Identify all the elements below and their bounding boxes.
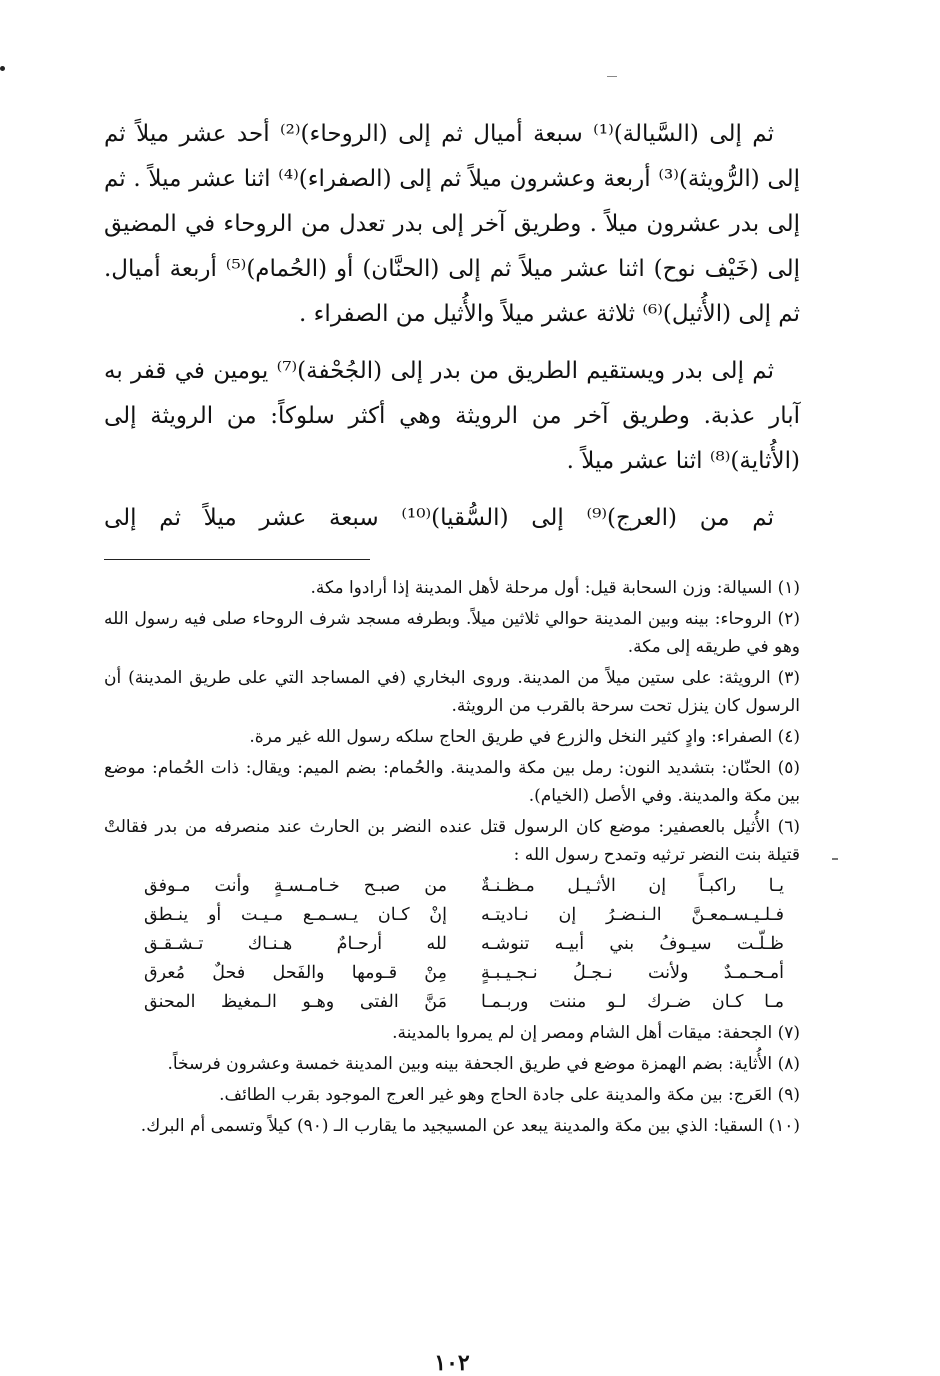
scan-speck <box>607 76 617 77</box>
verse-second-hemistich: إنْ كـان يـسـمـع مـيـت أو ينـطق <box>144 905 447 925</box>
poem <box>144 872 784 1017</box>
scan-speck <box>0 66 5 71</box>
verse-first-hemistich: مـا كـان ضـرك لـو مننت وربـمـا <box>481 992 784 1012</box>
footnote-text: الحنّان: بتشديد النون: رمل بين مكة والمدينة. والحُمام: بضم الميم: ويقال: ذات الحُمام: موضع بين مكة والمدينة. وفي الأصل (الخيام). <box>104 758 800 806</box>
scan-speck <box>832 858 838 860</box>
verse-second-hemistich: من صبـح خـامـسـةٍ وأنت مـوفق <box>144 876 447 896</box>
footnote <box>104 664 800 720</box>
footnote <box>104 574 800 602</box>
paragraph-text: ثم إلى (السَّيالة)⁽¹⁾ سبعة أميال ثم إلى (الروحاء)⁽²⁾ أحد عشر ميلاً ثم إلى (الرُّويثة)⁽³⁾ أربعة وعشرون ميلاً ثم إلى (الصفراء)⁽⁴⁾ اثنا عشر ميلاً . ثم إلى بدر عشرون ميلاً . وطريق آخر إلى بدر تعدل من الروحاء في المضيق إلى (خَيْف نوح) اثنا عشر ميلاً ثم إلى (الحنَّان) أو (الحُمام)⁽⁵⁾ أربعة أميال. ثم إلى (الأُثيل)⁽⁶⁾ ثلاثة عشر ميلاً والأُثيل من الصفراء . <box>104 121 800 327</box>
poem-verse <box>144 872 784 901</box>
verse-second-hemistich: مَنَّ الفتى وهـو الـمغيظ المحنق <box>144 992 447 1012</box>
footnote <box>104 723 800 751</box>
poem-verse <box>144 930 784 959</box>
footnotes <box>104 574 800 1140</box>
verse-second-hemistich: لله أرحـامٌ هـنـاك تـشـقـق <box>144 934 447 954</box>
footnote-number: (٥) <box>777 758 801 778</box>
footnote <box>104 754 800 810</box>
footnote-text: الأُثيل بالعصفير: موضع كان الرسول قتل عنده النضر بن الحارث عند منصرفه من بدر فقالتْ قتيلة بنت النضر ترثيه وتمدح رسول الله : <box>104 817 800 865</box>
footnote-text: الصفراء: وادٍ كثير النخل والزرع في طريق الحاج سلكه رسول الله غير مرة. <box>249 727 773 747</box>
main-text <box>104 112 800 541</box>
paragraph-text: ثم من (العرج)⁽⁹⁾ إلى (السُّقيا)⁽¹⁰⁾ سبعة عشر ميلاً ثم إلى <box>104 505 774 531</box>
footnote-number: (٨) <box>777 1054 800 1074</box>
verse-second-hemistich: مِنْ قـومها والفَحل فحلٌ مُعرق <box>144 963 447 983</box>
footnote-text: العَرج: بين مكة والمدينة على جادة الحاج وهو غير العرج الموجود بقرب الطائف. <box>219 1085 773 1105</box>
footnote-number: (٣) <box>777 668 801 688</box>
footnote-number: (١) <box>777 578 800 598</box>
footnote-separator <box>104 559 370 560</box>
paragraph <box>104 112 800 337</box>
poem-verse <box>144 901 784 930</box>
footnote <box>104 605 800 661</box>
footnote-number: (٤) <box>777 727 800 747</box>
footnote <box>104 1050 800 1078</box>
page-number: ١٠٢ <box>434 1350 470 1376</box>
footnote <box>104 1081 800 1109</box>
verse-first-hemistich: أمـحـمـدٌ ولأنت نـجـلُ نـجـيـبـةٍ <box>481 963 784 983</box>
footnote <box>104 813 800 869</box>
footnote <box>104 1019 800 1047</box>
footnote-number: (١٠) <box>768 1116 800 1136</box>
footnote-number: (٢) <box>777 609 801 629</box>
footnote-text: الجحفة: ميقات أهل الشام ومصر إن لم يمروا بالمدينة. <box>392 1023 773 1043</box>
book-page <box>104 112 801 1376</box>
footnote-text: الرويثة: على ستين ميلاً من المدينة. وروى البخاري (في المساجد التي على طريق المدينة) أن الرسول كان ينزل تحت سرحة بالقرب من الرويثة. <box>104 668 800 716</box>
paragraph <box>104 349 800 484</box>
footnote-text: السيالة: وزن السحابة قيل: أول مرحلة لأهل المدينة إذا أرادوا مكة. <box>310 578 773 598</box>
footnote-text: الروحاء: بينه وبين المدينة حوالي ثلاثين ميلاً. وبطرفه مسجد شرف الروحاء صلى فيه رسول الله وهو في طريقه إلى مكة. <box>104 609 800 657</box>
paragraph-text: ثم إلى بدر ويستقيم الطريق من بدر إلى (الجُحْفة)⁽⁷⁾ يومين في قفر به آبار عذبة. وطريق آخر من الرويثة وهي أكثر سلوكاً: من الرويثة إلى (الأُثاية)⁽⁸⁾ اثنا عشر ميلاً . <box>104 358 800 474</box>
footnote-number: (٩) <box>777 1085 800 1105</box>
poem-verse <box>144 988 784 1017</box>
poem-verse <box>144 959 784 988</box>
footnote-text: السقيا: الذي بين مكة والمدينة يبعد عن المسيجيد ما يقارب الـ (٩٠) كيلاً وتسمى أم البرك. <box>140 1116 764 1136</box>
footnote-text: الأُثاية: بضم الهمزة موضع في طريق الجحفة بينه وبين المدينة خمسة وعشرون فرسخاً. <box>167 1054 773 1074</box>
paragraph <box>104 496 800 541</box>
verse-first-hemistich: يـا راكبـاً إن الأثـيـل مـظـنـةٌ <box>481 876 784 896</box>
footnote-number: (٦) <box>777 817 800 837</box>
verse-first-hemistich: فـلـيـسـمعـنَّ الـنـضـرُ إن نـاديتـه <box>481 905 784 925</box>
footnote <box>104 1112 800 1140</box>
footnote-number: (٧) <box>777 1023 800 1043</box>
verse-first-hemistich: ظـلّـت سيـوفُ بني أبيـه تنوشـه <box>481 934 784 954</box>
